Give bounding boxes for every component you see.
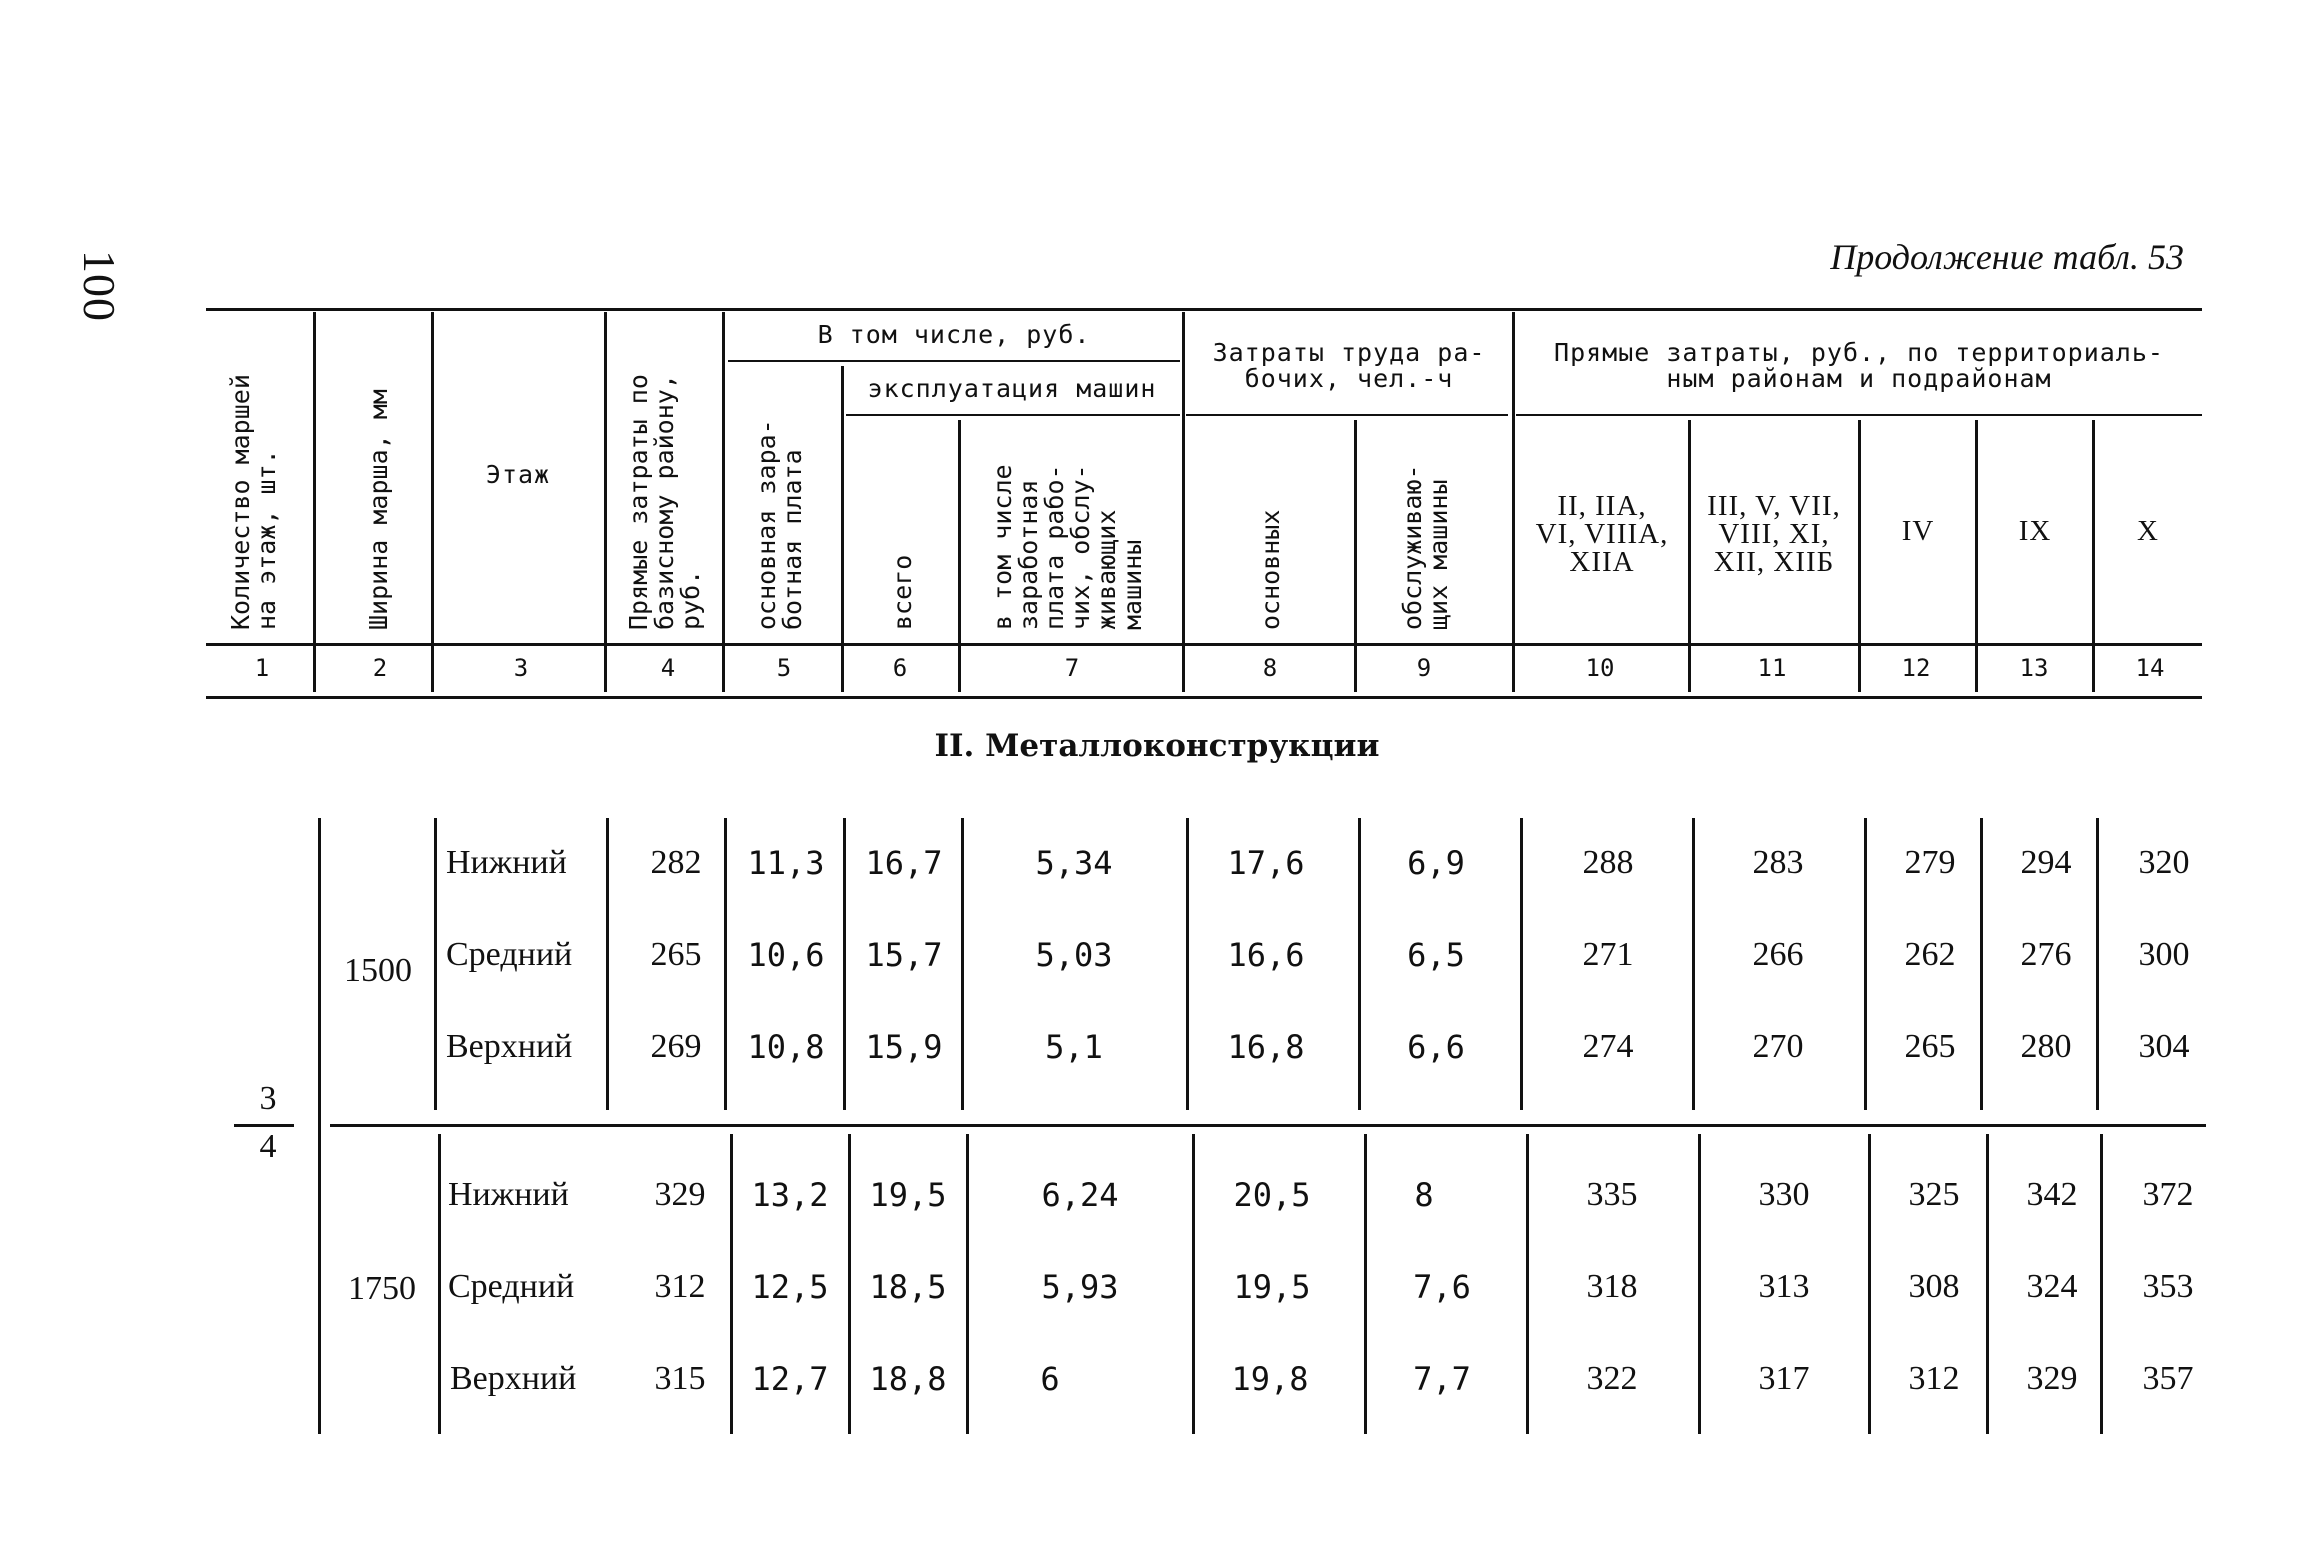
count-denominator: 4 [259,1128,277,1165]
value-cell: 312 [1908,1360,1960,1397]
header-top-rule [206,308,2202,311]
value-cell: 308 [1908,1268,1960,1305]
floor-label: Нижний [446,844,567,881]
header-bottom-rule [206,643,2202,646]
column-number: 1 [254,654,270,682]
value-cell: 270 [1752,1028,1804,1065]
march-width: 1750 [348,1270,416,1307]
header-col12: IV [1901,515,1935,547]
value-cell: 324 [2026,1268,2078,1305]
floor-label: Верхний [450,1360,577,1397]
value-cell: 313 [1758,1268,1810,1305]
value-cell: 11,3 [747,844,825,882]
header-col11-line2: VIII, XI, [1718,518,1830,550]
body-divider [318,818,321,1434]
header-col10-line2: VI, VIIIA, [1535,518,1669,550]
value-cell: 325 [1908,1176,1960,1213]
column-number: 11 [1757,654,1787,682]
value-cell: 5,34 [1035,844,1113,882]
value-cell: 304 [2138,1028,2190,1065]
value-cell: 280 [2020,1028,2072,1065]
header-col2: Ширина марша, мм [364,389,393,630]
header-col7: в том числе заработная плата рабо- чих, обслу- живающих машины [988,464,1147,630]
value-cell: 271 [1582,936,1634,973]
header-group-incl: В том числе, руб. [817,320,1091,349]
header-divider [431,312,434,692]
value-cell: 322 [1586,1360,1638,1397]
value-cell: 288 [1582,844,1634,881]
value-cell: 300 [2138,936,2190,973]
header-col11-line3: XII, XIIБ [1713,546,1835,578]
group-separator [330,1124,2206,1127]
value-cell: 335 [1586,1176,1638,1213]
column-numbers-bottom-rule [206,696,2202,699]
value-cell: 265 [650,936,702,973]
header-col8: основных [1256,509,1285,630]
value-cell: 18,5 [869,1268,947,1306]
value-cell: 16,8 [1227,1028,1305,1066]
value-cell: 20,5 [1233,1176,1311,1214]
column-number: 8 [1262,654,1278,682]
value-cell: 274 [1582,1028,1634,1065]
value-cell: 19,5 [1233,1268,1311,1306]
value-cell: 317 [1758,1360,1810,1397]
value-cell: 19,5 [869,1176,947,1214]
header-col6: всего [888,554,917,630]
value-cell: 5,93 [1041,1268,1119,1306]
header-group-labor-line1: Затраты труда ра- [1212,338,1486,367]
header-col10-line3: XIIA [1569,546,1635,578]
column-number: 7 [1064,654,1080,682]
body-divider [1520,818,1523,1110]
body-divider [1864,818,1867,1110]
column-number: 5 [776,654,792,682]
group-labor-rule [1186,414,1508,416]
value-cell: 282 [650,844,702,881]
value-cell: 6 [1040,1360,1060,1398]
value-cell: 7,6 [1413,1268,1471,1306]
value-cell: 6,9 [1407,844,1465,882]
column-number: 2 [372,654,388,682]
body-divider [1358,818,1361,1110]
header-divider [1512,312,1515,692]
body-divider [1692,818,1695,1110]
header-col1: Количество маршей на этаж, шт. [226,374,281,630]
header-divider [604,312,607,692]
value-cell: 12,7 [751,1360,829,1398]
value-cell: 262 [1904,936,1956,973]
value-cell: 276 [2020,936,2072,973]
value-cell: 294 [2020,844,2072,881]
value-cell: 8 [1414,1176,1434,1214]
header-divider [722,312,725,692]
floor-label: Нижний [448,1176,569,1213]
header-col10-line1: II, IIA, [1557,490,1647,522]
value-cell: 7,7 [1413,1360,1471,1398]
body-divider [1868,1134,1871,1434]
value-cell: 320 [2138,844,2190,881]
table-caption: Продолжение табл. 53 [1830,237,2184,277]
header-divider [1858,420,1861,692]
column-number: 6 [892,654,908,682]
value-cell: 342 [2026,1176,2078,1213]
value-cell: 269 [650,1028,702,1065]
value-cell: 12,5 [751,1268,829,1306]
column-number: 12 [1901,654,1931,682]
header-divider [313,312,316,692]
column-number: 3 [513,654,529,682]
body-divider [606,818,609,1110]
value-cell: 16,7 [865,844,943,882]
value-cell: 318 [1586,1268,1638,1305]
value-cell: 353 [2142,1268,2194,1305]
floor-label: Средний [448,1268,575,1305]
header-col13: IX [2018,515,2052,547]
header-group-regions-line1: Прямые затраты, руб., по территориаль- [1554,338,2164,367]
value-cell: 17,6 [1227,844,1305,882]
march-width: 1500 [344,952,412,989]
column-number: 14 [2135,654,2165,682]
section-title: II. Металлоконструкции [934,728,1380,764]
value-cell: 5,1 [1045,1028,1103,1066]
column-number: 9 [1416,654,1432,682]
column-number: 10 [1585,654,1615,682]
value-cell: 13,2 [751,1176,829,1214]
column-number: 13 [2019,654,2049,682]
value-cell: 265 [1904,1028,1956,1065]
value-cell: 283 [1752,844,1804,881]
header-col5: основная зара- ботная плата [752,419,807,630]
floor-label: Средний [446,936,573,973]
body-divider [1186,818,1189,1110]
header-col9: обслуживаю- щих машины [1398,464,1453,630]
value-cell: 6,24 [1041,1176,1119,1214]
value-cell: 10,6 [747,936,825,974]
header-group-regions-line2: ным районам и подрайонам [1666,364,2052,393]
header-col4: Прямые затраты по базисному району, руб. [624,374,705,630]
value-cell: 329 [2026,1360,2078,1397]
value-cell: 15,7 [865,936,943,974]
value-cell: 315 [654,1360,706,1397]
value-cell: 312 [654,1268,706,1305]
value-cell: 19,8 [1231,1360,1309,1398]
value-cell: 18,8 [869,1360,947,1398]
value-cell: 357 [2142,1360,2194,1397]
group-incl-rule [728,360,1180,362]
value-cell: 16,6 [1227,936,1305,974]
value-cell: 372 [2142,1176,2194,1213]
body-divider [1192,1134,1195,1434]
count-fraction-bar [234,1124,294,1127]
header-divider [2092,420,2095,692]
value-cell: 6,6 [1407,1028,1465,1066]
value-cell: 15,9 [865,1028,943,1066]
value-cell: 266 [1752,936,1804,973]
value-cell: 279 [1904,844,1956,881]
header-col14: X [2137,515,2159,547]
header-col3: Этаж [485,460,551,489]
value-cell: 6,5 [1407,936,1465,974]
value-cell: 329 [654,1176,706,1213]
body-divider [1698,1134,1701,1434]
value-cell: 5,03 [1035,936,1113,974]
header-divider [1354,420,1357,692]
value-cell: 10,8 [747,1028,825,1066]
header-col11-line1: III, V, VII, [1707,490,1841,522]
value-cell: 330 [1758,1176,1810,1213]
header-divider [1975,420,1978,692]
header-group-exploit: эксплуатация машин [867,374,1157,403]
header-divider [841,366,844,692]
header-divider [1182,312,1185,692]
column-number: 4 [660,654,676,682]
body-divider [1526,1134,1529,1434]
group-exploit-rule [846,414,1180,416]
header-group-labor-line2: бочих, чел.-ч [1244,364,1454,393]
header-divider [958,420,961,692]
floor-label: Верхний [446,1028,573,1065]
page-number: 100 [74,250,125,322]
group-regions-rule [1516,414,2202,416]
count-numerator: 3 [259,1080,277,1117]
